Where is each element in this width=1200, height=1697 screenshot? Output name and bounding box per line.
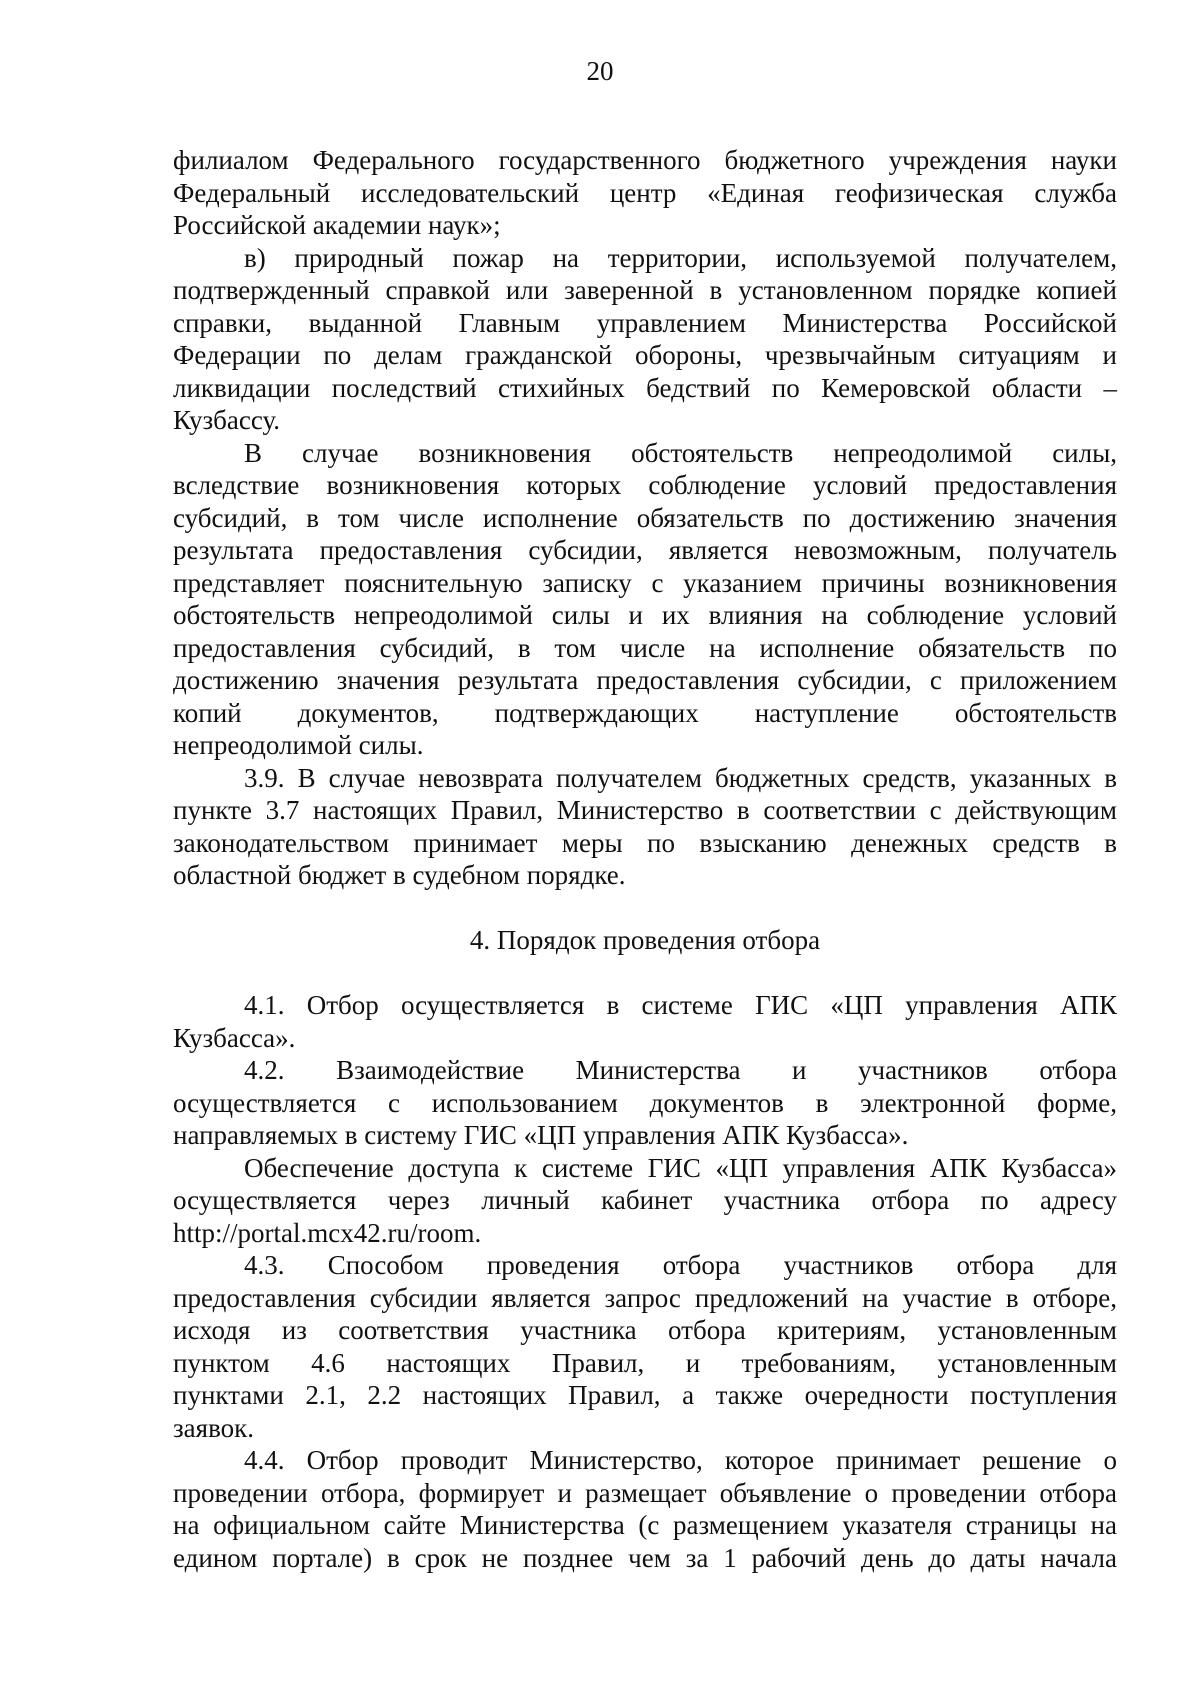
text-line: субсидий, в том числе исполнение обязательств по достижению значения	[173, 502, 1117, 533]
text-line: предоставления субсидии является запрос предложений на участие в отборе,	[173, 1282, 1117, 1313]
text-line: областной бюджет в судебном порядке.	[173, 860, 626, 890]
text-line: копий документов, подтверждающих наступление обстоятельств	[173, 697, 1117, 728]
text-line: направляемых в систему ГИС «ЦП управления АПК Кузбасса».	[173, 1120, 909, 1150]
text-line: Кузбассу.	[173, 405, 281, 435]
text-line: 4.4. Отбор проводит Министерство, которое принимает решение о	[244, 1445, 1117, 1475]
text-line: едином портале) в срок не позднее чем за 1 рабочий день до даты начала	[173, 1542, 1117, 1573]
text-line: подтвержденный справкой или заверенной в установленном порядке копией	[173, 275, 1117, 305]
text-line: законодательством принимает меры по взысканию денежных средств в	[173, 827, 1117, 858]
text-line: ликвидации последствий стихийных бедствий по Кемеровской области –	[173, 372, 1117, 403]
text-line: пунктами 2.1, 2.2 настоящих Правил, а также очередности поступления	[173, 1380, 1117, 1410]
text-line: Федерации по делам гражданской обороны, чрезвычайным ситуациям и	[173, 340, 1117, 370]
text-line: 4.2. Взаимодействие Министерства и участников отбора	[244, 1055, 1117, 1085]
section-heading: 4. Порядок проведения отбора	[469, 925, 821, 955]
text-line: осуществляется с использованием документов в электронной форме,	[173, 1087, 1117, 1118]
text-line: осуществляется через личный кабинет участника отбора по адресу	[173, 1185, 1117, 1215]
text-line: вследствие возникновения которых соблюдение условий предоставления	[173, 470, 1117, 500]
text-line: филиалом Федерального государственного бюджетного учреждения науки	[173, 145, 1117, 175]
text-line: http://portal.mcx42.ru/room.	[173, 1217, 482, 1248]
text-line: пунктом 4.6 настоящих Правил, и требованиям, установленным	[173, 1347, 1117, 1378]
text-line: Обеспечение доступа к системе ГИС «ЦП управления АПК Кузбасса»	[244, 1152, 1117, 1183]
text-line: представляет пояснительную записку с указанием причины возникновения	[173, 567, 1117, 598]
text-line: на официальном сайте Министерства (с размещением указателя страницы на	[173, 1510, 1117, 1540]
text-line: Кузбасса».	[173, 1022, 296, 1053]
text-line: в) природный пожар на территории, используемой получателем,	[244, 242, 1117, 273]
text-line: 3.9. В случае невозврата получателем бюджетных средств, указанных в	[244, 762, 1117, 793]
text-line: предоставления субсидий, в том числе на исполнение обязательств по	[173, 632, 1117, 663]
blank-line	[173, 892, 1117, 925]
text-line: 4.3. Способом проведения отбора участников отбора для	[244, 1250, 1117, 1280]
document-body	[173, 144, 1117, 1574]
text-line: результата предоставления субсидии, является невозможным, получатель	[173, 535, 1117, 565]
page-number: 20	[586, 56, 614, 86]
text-line: заявок.	[173, 1412, 254, 1443]
text-line: обстоятельств непреодолимой силы и их влияния на соблюдение условий	[173, 600, 1117, 630]
text-line: непреодолимой силы.	[173, 730, 424, 760]
text-line: Российской академии наук»;	[173, 210, 501, 240]
text-line: проведении отбора, формирует и размещает объявление о проведении отбора	[173, 1477, 1117, 1508]
text-line: справки, выданной Главным управлением Министерства Российской	[173, 307, 1117, 338]
text-line: 4.1. Отбор осуществляется в системе ГИС «ЦП управления АПК	[244, 990, 1117, 1020]
text-line: Федеральный исследовательский центр «Единая геофизическая служба	[173, 177, 1117, 208]
text-line: пункте 3.7 настоящих Правил, Министерство в соответствии с действующим	[173, 795, 1117, 825]
text-line: достижению значения результата предоставления субсидии, с приложением	[173, 665, 1117, 695]
text-line: исходя из соответствия участника отбора критериям, установленным	[173, 1315, 1117, 1345]
blank-line	[173, 957, 1117, 990]
text-line: В случае возникновения обстоятельств непреодолимой силы,	[244, 437, 1117, 468]
